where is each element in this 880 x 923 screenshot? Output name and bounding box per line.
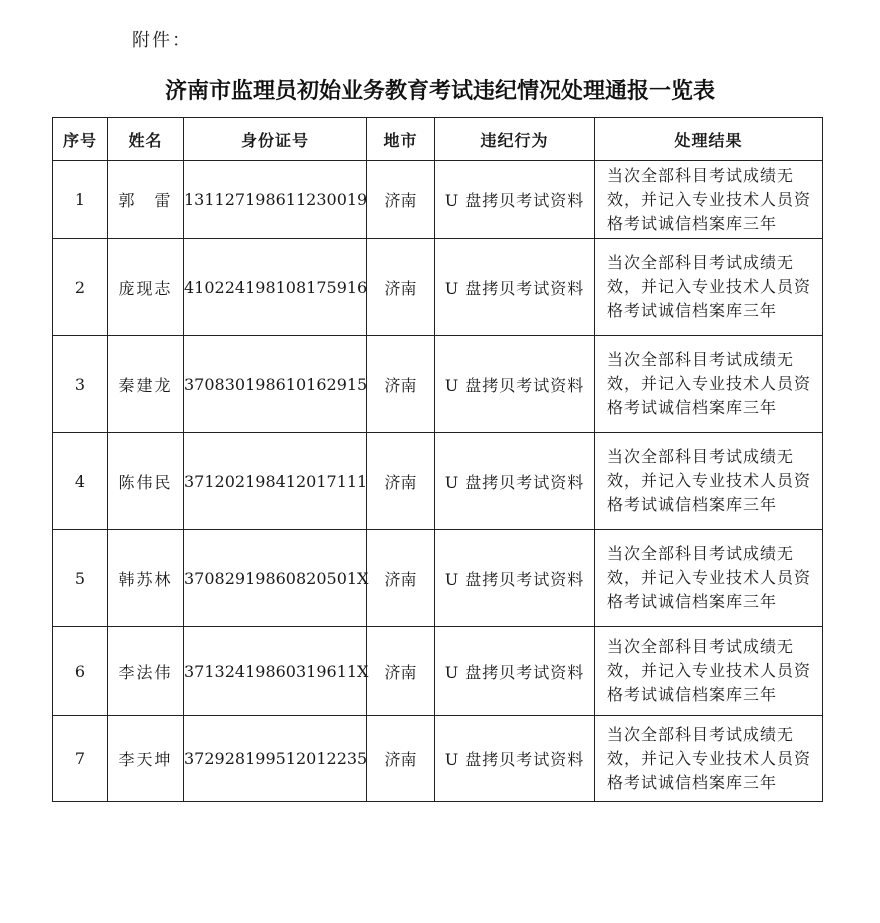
cell-serial-number: 5 [53, 530, 108, 627]
cell-result: 当次全部科目考试成绩无效，并记入专业技术人员资格考试诚信档案库三年 [595, 716, 823, 802]
cell-result: 当次全部科目考试成绩无效，并记入专业技术人员资格考试诚信档案库三年 [595, 239, 823, 336]
cell-serial-number: 6 [53, 627, 108, 716]
violation-table [52, 117, 823, 802]
cell-violation: U 盘拷贝考试资料 [435, 627, 595, 716]
table-row [53, 239, 823, 336]
cell-city: 济南 [367, 716, 435, 802]
document-title: 济南市监理员初始业务教育考试违纪情况处理通报一览表 [164, 79, 715, 104]
cell-id-number: 131127198611230019 [184, 161, 367, 239]
cell-serial-number: 2 [53, 239, 108, 336]
table-row [53, 433, 823, 530]
header-result: 处理结果 [595, 118, 823, 161]
cell-city: 济南 [367, 433, 435, 530]
cell-name: 秦建龙 [108, 336, 184, 433]
cell-id-number: 372928199512012235 [184, 716, 367, 802]
header-city: 地市 [367, 118, 435, 161]
cell-violation: U 盘拷贝考试资料 [435, 239, 595, 336]
table-row [53, 530, 823, 627]
attachment-label: 附件： [132, 30, 192, 51]
cell-result: 当次全部科目考试成绩无效，并记入专业技术人员资格考试诚信档案库三年 [595, 627, 823, 716]
cell-serial-number: 3 [53, 336, 108, 433]
table-header-row [53, 118, 823, 161]
cell-id-number: 37132419860319611X [184, 627, 367, 716]
cell-id-number: 410224198108175916 [184, 239, 367, 336]
header-violation: 违纪行为 [435, 118, 595, 161]
cell-violation: U 盘拷贝考试资料 [435, 433, 595, 530]
cell-violation: U 盘拷贝考试资料 [435, 161, 595, 239]
cell-id-number: 370830198610162915 [184, 336, 367, 433]
cell-name: 郭 雷 [108, 161, 184, 239]
header-id-number: 身份证号 [184, 118, 367, 161]
table-row [53, 716, 823, 802]
cell-result: 当次全部科目考试成绩无效，并记入专业技术人员资格考试诚信档案库三年 [595, 161, 823, 239]
cell-city: 济南 [367, 239, 435, 336]
header-name: 姓名 [108, 118, 184, 161]
table-row [53, 336, 823, 433]
cell-id-number: 371202198412017111 [184, 433, 367, 530]
cell-serial-number: 1 [53, 161, 108, 239]
cell-violation: U 盘拷贝考试资料 [435, 336, 595, 433]
cell-violation: U 盘拷贝考试资料 [435, 716, 595, 802]
cell-id-number: 37082919860820501X [184, 530, 367, 627]
cell-city: 济南 [367, 530, 435, 627]
header-serial-number: 序号 [53, 118, 108, 161]
cell-name: 李天坤 [108, 716, 184, 802]
cell-name: 陈伟民 [108, 433, 184, 530]
cell-serial-number: 4 [53, 433, 108, 530]
cell-serial-number: 7 [53, 716, 108, 802]
cell-city: 济南 [367, 161, 435, 239]
table-row [53, 627, 823, 716]
cell-name: 李法伟 [108, 627, 184, 716]
cell-city: 济南 [367, 336, 435, 433]
table-row [53, 161, 823, 239]
cell-name: 庞现志 [108, 239, 184, 336]
cell-violation: U 盘拷贝考试资料 [435, 530, 595, 627]
cell-result: 当次全部科目考试成绩无效，并记入专业技术人员资格考试诚信档案库三年 [595, 336, 823, 433]
cell-result: 当次全部科目考试成绩无效，并记入专业技术人员资格考试诚信档案库三年 [595, 530, 823, 627]
cell-result: 当次全部科目考试成绩无效，并记入专业技术人员资格考试诚信档案库三年 [595, 433, 823, 530]
cell-city: 济南 [367, 627, 435, 716]
cell-name: 韩苏林 [108, 530, 184, 627]
